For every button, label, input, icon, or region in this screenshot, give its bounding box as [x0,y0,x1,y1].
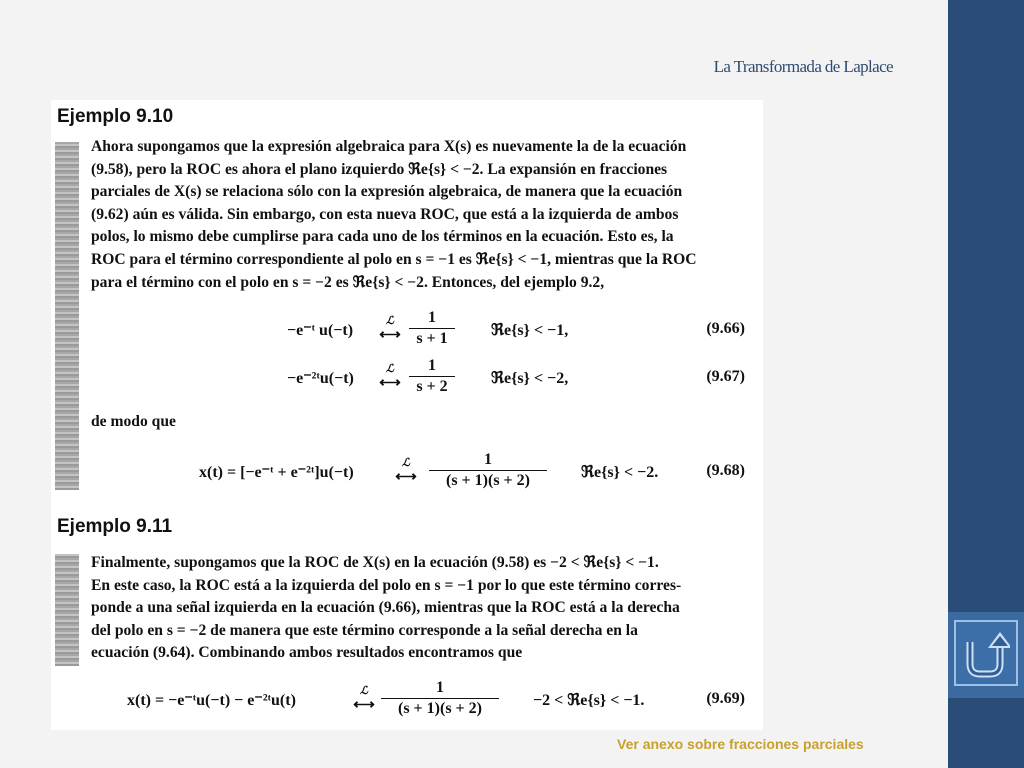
paragraph-line: ROC para el término correspondiente al polo en s = −1 es ℜe{s} < −1, mientras que la ROC [91,250,697,268]
equation-number: (9.69) [706,690,745,707]
arrow-label: ℒ [360,685,368,697]
annex-link[interactable]: Ver anexo sobre fracciones parciales [617,736,864,752]
numerator: 1 [409,308,455,329]
paragraph-line: Ahora supongamos que la expresión algebraica para X(s) es nuevamente la de la ecuación [91,138,687,155]
scanned-textbook-page [51,100,763,730]
equation-9-68 [51,450,763,496]
paragraph-line: polos, lo mismo debe cumplirse para cada uno de los términos en la ecuación. Esto es, la [91,228,674,246]
example-paragraph [91,136,747,294]
equation-lhs: −e⁻ᵗ u(−t) [287,322,354,339]
paragraph-line: (9.62) aún es válida. Sin embargo, con esta nueva ROC, que está a la izquierda de ambos [91,205,679,223]
arrow-label: ℒ [402,457,410,469]
paragraph-line: ecuación (9.64). Combinando ambos resultados encontramos que [91,644,523,662]
equation-lhs: x(t) = [−e⁻ᵗ + e⁻²ᵗ]u(−t) [199,464,354,481]
equation-number: (9.68) [706,462,745,479]
region-of-convergence: ℜe{s} < −2. [581,464,659,481]
paragraph-line: del polo en s = −2 de manera que este término corresponde a la señal derecha en la [91,621,638,639]
equation-fraction [409,308,455,349]
return-button[interactable] [954,620,1018,686]
equation-lhs: x(t) = −e⁻ᵗu(−t) − e⁻²ᵗu(t) [127,692,296,709]
arrow-label: ℒ [386,315,394,327]
equation-number: (9.66) [706,320,745,337]
equation-fraction [381,678,499,719]
laplace-arrow-icon: ℒ ⟷ [343,684,385,712]
paragraph-line: Finalmente, supongamos que la ROC de X(s) en la ecuación (9.58) es −2 < ℜe{s} < −1. [91,554,659,571]
region-of-convergence: ℜe{s} < −2, [491,370,569,387]
margin-band [55,554,79,666]
connector-text: de modo que [91,413,176,430]
slide-title: La Transformada de Laplace [713,57,893,76]
equation-number: (9.67) [706,368,745,385]
equation-9-67 [51,356,763,402]
numerator: 1 [381,678,499,699]
laplace-arrow-icon: ℒ ⟷ [369,362,411,390]
numerator: 1 [409,356,455,377]
example-heading: Ejemplo 9.11 [57,516,173,537]
paragraph-line: (9.58), pero la ROC es ahora el plano izquierdo ℜe{s} < −2. La expansión en fracciones [91,160,668,178]
numerator: 1 [429,450,547,471]
example-paragraph [91,552,747,665]
example-heading: Ejemplo 9.10 [57,106,174,127]
laplace-arrow-icon: ℒ ⟷ [385,456,427,484]
paragraph-line: En este caso, la ROC está a la izquierda del polo en s = −1 por lo que este término corres- [91,576,682,594]
paragraph-line: parciales de X(s) se relaciona sólo con la expresión algebraica, de manera que la ecuación [91,183,683,201]
paragraph-line: ponde a una señal izquierda en la ecuación (9.66), mientras que la ROC está a la derecha [91,599,680,617]
equation-9-69 [51,678,763,724]
arrow-label: ℒ [386,363,394,375]
region-of-convergence: −2 < ℜe{s} < −1. [533,692,645,709]
region-of-convergence: ℜe{s} < −1, [491,322,569,339]
laplace-arrow-icon: ℒ ⟷ [369,314,411,342]
denominator: (s + 1)(s + 2) [398,700,482,717]
equation-fraction [429,450,547,491]
paragraph-line: para el término con el polo en s = −2 es ℜe{s} < −2. Entonces, del ejemplo 9.2, [91,273,605,291]
equation-9-66 [51,308,763,354]
equation-fraction [409,356,455,397]
denominator: s + 1 [416,330,448,347]
equation-lhs: −e⁻²ᵗu(−t) [287,370,354,387]
u-turn-arrow-icon [962,628,1010,678]
denominator: s + 2 [416,378,448,395]
denominator: (s + 1)(s + 2) [446,472,530,489]
